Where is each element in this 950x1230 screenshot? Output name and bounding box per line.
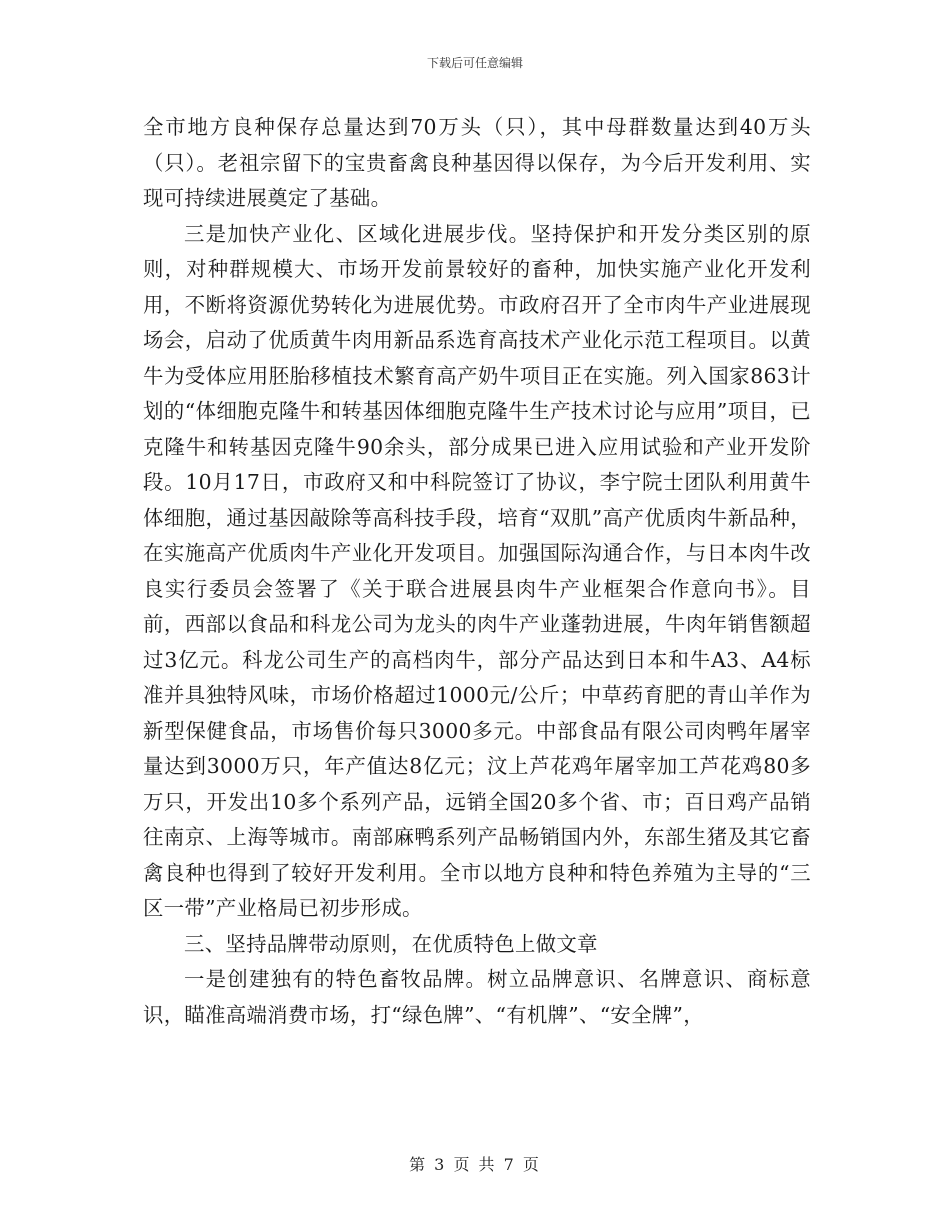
paragraph-industrialization: 三是加快产业化、区域化进展步伐。坚持保护和开发分类区别的原则，对种群规模大、市场开发前景较好的畜种，加快实施产业化开发利用，不断将资源优势转化为进展优势。市政府召开了全市肉牛产业进展现场会，启动了优质黄牛肉用新品系选育高技术产业化示范工程项目。以黄牛为受体应用胚胎移植技术繁育高产奶牛项目正在实施。列入国家863计划的“体细胞克隆牛和转基因体细胞克隆牛生产技术讨论与应用”项目，已克隆牛和转基因克隆牛90余头，部分成果已进入应用试验和产业开发阶段。10月17日，市政府又和中科院签订了协议，李宁院士团队利用黄牛体细胞，通过基因敲除等高科技手段，培育“双肌”高产优质肉牛新品种，在实施高产优质肉牛产业化开发项目。加强国际沟通合作，与日本肉牛改良实行委员会签署了《关于联合进展县肉牛产业框架合作意向书》。目前，西部以食品和科龙公司为龙头的肉牛产业蓬勃进展，牛肉年销售额超过3亿元。科龙公司生产的高档肉牛，部分产品达到日本和牛A3、A4标准并具独特风味，市场价格超过1000元/公斤；中草药育肥的青山羊作为新型保健食品，市场售价每只3000多元。中部食品有限公司肉鸭年屠宰量达到3000万只，年产值达8亿元；汶上芦花鸡年屠宰加工芦花鸡80多万只，开发出10多个系列产品，远销全国20多个省、市；百日鸡产品销往南京、上海等城市。南部麻鸭系列产品畅销国内外，东部生猪及其它畜禽良种也得到了较好开发利用。全市以地方良种和特色养殖为主导的“三区一带”产业格局已初步形成。 — [143, 221, 811, 920]
document-body — [143, 110, 811, 1033]
paragraph-continuation: 全市地方良种保存总量达到70万头（只），其中母群数量达到40万头（只）。老祖宗留下的宝贵畜禽良种基因得以保存，为今后开发利用、实现可持续进展奠定了基础。 — [143, 115, 811, 210]
page-header: 下载后可任意编辑 — [426, 56, 523, 70]
section-heading-brand: 三、坚持品牌带动原则，在优质特色上做文章 — [184, 931, 598, 956]
paragraph-brand-building: 一是创建独有的特色畜牧品牌。树立品牌意识、名牌意识、商标意识，瞄准高端消费市场，打“绿色牌”、“有机牌”、“安全牌”， — [143, 967, 811, 1027]
page-footer: 第 3 页 共 7 页 — [409, 1155, 541, 1174]
